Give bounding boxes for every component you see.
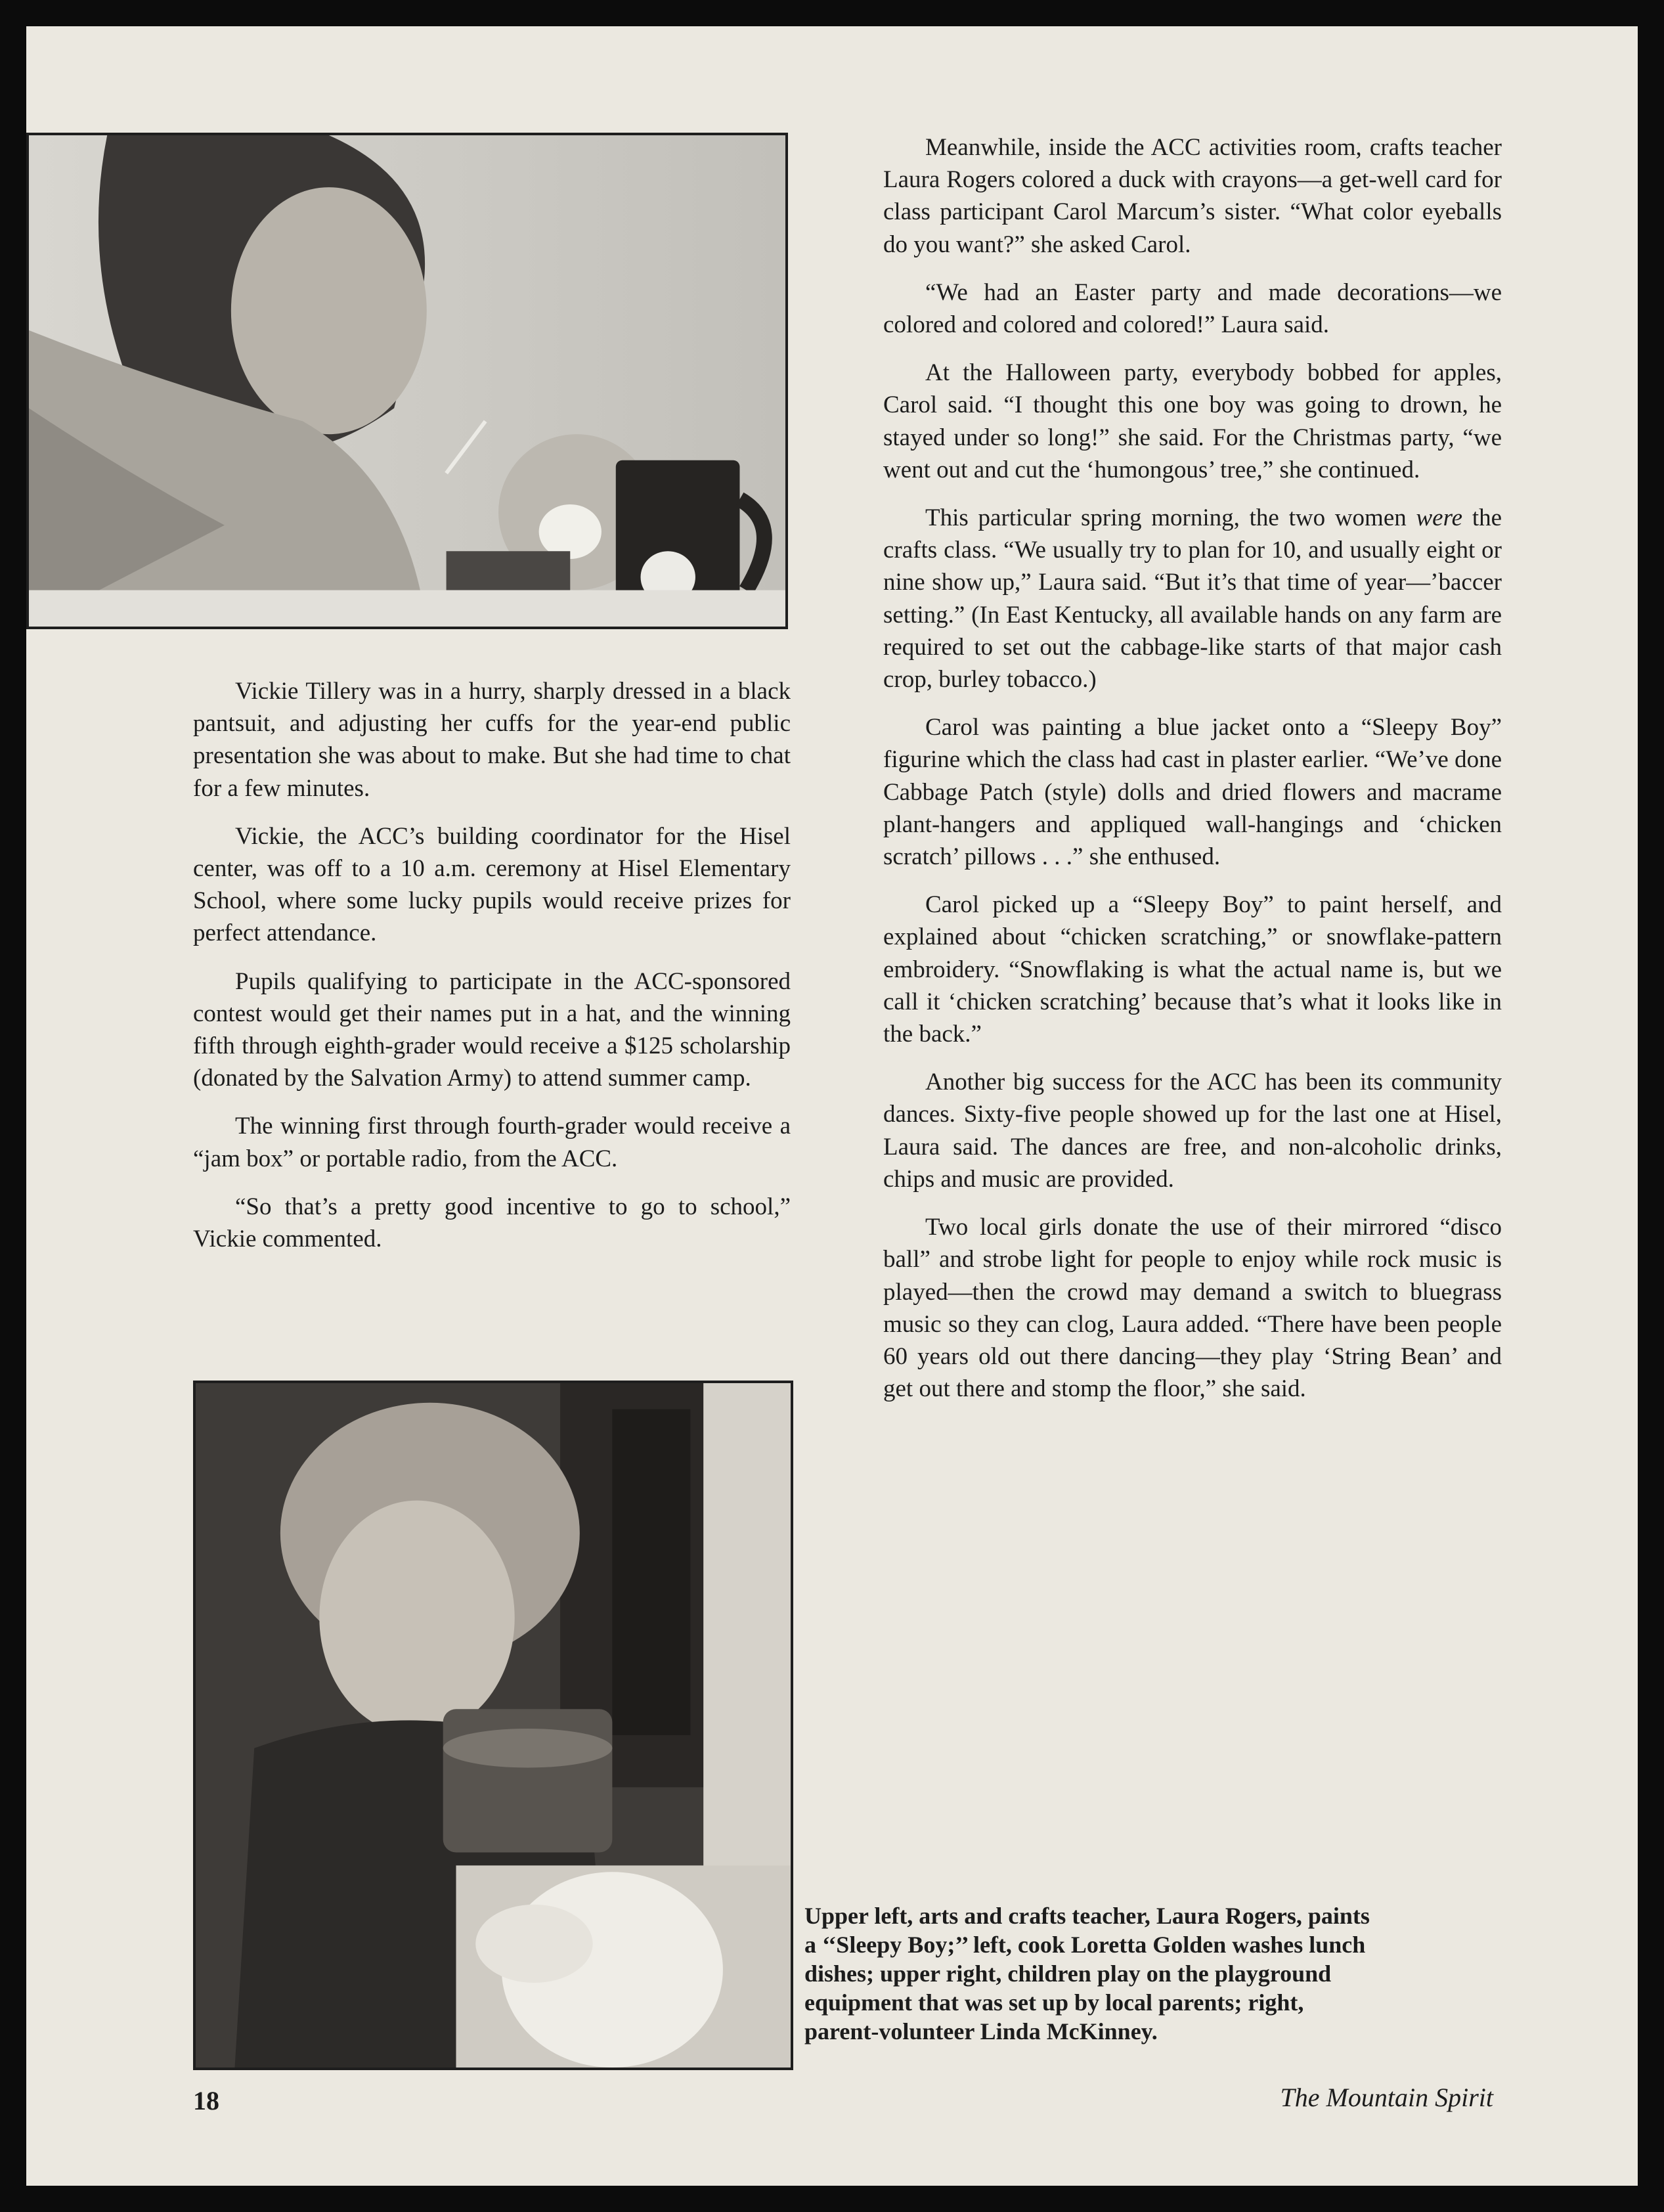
paragraph: Meanwhile, inside the ACC activities room, crafts teacher Laura Rogers colored a duck with crayons—a get-well card for class participant Carol Marcum’s sister. “What color eyeballs do you want?” she asked Carol. xyxy=(883,134,1502,258)
paragraph: At the Halloween party, everybody bobbed for apples, Carol said. “I thought this one boy was going to drown, he stayed under so long!” she said. For the Christmas party, “we went out and cut the ‘humongous’ tree,” she continued. xyxy=(883,359,1502,483)
photo-cook-dishes xyxy=(193,1381,793,2070)
text-run: the crafts class. “We usually try to plan for 10, and usually eight or nine show up,” Laura said. “But it’s that time of year—’baccer setting.” (In East Kentucky, all available hands on any farm are required to set out the cabbage-like starts of that major cash crop, burley tobacco.) xyxy=(883,504,1502,694)
paragraph: Carol picked up a “Sleepy Boy” to paint herself, and explained about “chicken scratching,” or snowflake-pattern embroidery. “Snowflaking is what the actual name is, but we call it ‘chicken scratching’ because that’s what it looks like in the back.” xyxy=(883,891,1502,1048)
photo-caption: Upper left, arts and crafts teacher, Laura Rogers, paints a ‘‘Sleepy Boy;’’ left, cook Loretta Golden washes lunch dishes; upper right, children play on the playground equipment that was set up by local parents; right, parent-volunteer Linda McKinney. xyxy=(804,1903,1370,2045)
emphasis: were xyxy=(1416,504,1463,532)
text-run: This particular spring morning, the two women xyxy=(925,504,1407,532)
paragraph: Another big success for the ACC has been its community dances. Sixty-five people showed up for the last one at Hisel, Laura said. The dances are free, and non-alcoholic drinks, chips and music are provided. xyxy=(883,1069,1502,1193)
page-number: 18 xyxy=(193,2086,219,2115)
paragraph: Vickie Tillery was in a hurry, sharply dressed in a black pantsuit, and adjusting her cuffs for the year-end public presentation she was about to make. But she had time to chat for a few minutes. xyxy=(193,678,791,802)
photo-cook-dishes-image xyxy=(196,1383,791,2068)
paragraph: “We had an Easter party and made decorations—we colored and colored and colored!” Laura said. xyxy=(883,278,1502,339)
paragraph: Two local girls donate the use of their mirrored “disco ball” and strobe light for people to enjoy while rock music is played—then the crowd may demand a switch to bluegrass music so they can clog, Laura added. “There have been people 60 years old out there dancing—they play ‘String Bean’ and get out there and stomp the floor,” she said. xyxy=(883,1214,1502,1403)
paragraph: Carol was painting a blue jacket onto a “Sleepy Boy” figurine which the class had cast in plaster earlier. “We’ve done Cabbage Patch (style) dolls and dried flowers and macrame plant-hangers and appliqued wall-hangings and ‘chicken scratch’ pillows . . .” she enthused. xyxy=(883,714,1502,871)
paragraph: “So that’s a pretty good incentive to go to school,” Vickie commented. xyxy=(193,1193,791,1253)
magazine-name: The Mountain Spirit xyxy=(1280,2083,1493,2112)
photo-crafts-teacher xyxy=(26,133,788,629)
paragraph xyxy=(883,502,1502,696)
paragraph: The winning first through fourth-grader would receive a “jam box” or portable radio, from the ACC. xyxy=(193,1113,791,1172)
paragraph: Vickie, the ACC’s building coordinator for the Hisel center, was off to a 10 a.m. ceremony at Hisel Elementary School, where some lucky pupils would receive prizes for perfect attendance. xyxy=(193,822,791,947)
magazine-page xyxy=(26,26,1638,2186)
right-column xyxy=(883,131,1502,1421)
left-column xyxy=(193,675,791,1271)
paragraph: Pupils qualifying to participate in the ACC-sponsored contest would get their names put in a hat, and the winning fifth through eighth-grader would receive a $125 scholarship (donated by the Salvation Army) to attend summer camp. xyxy=(193,967,791,1092)
photo-crafts-teacher-image xyxy=(29,135,785,627)
